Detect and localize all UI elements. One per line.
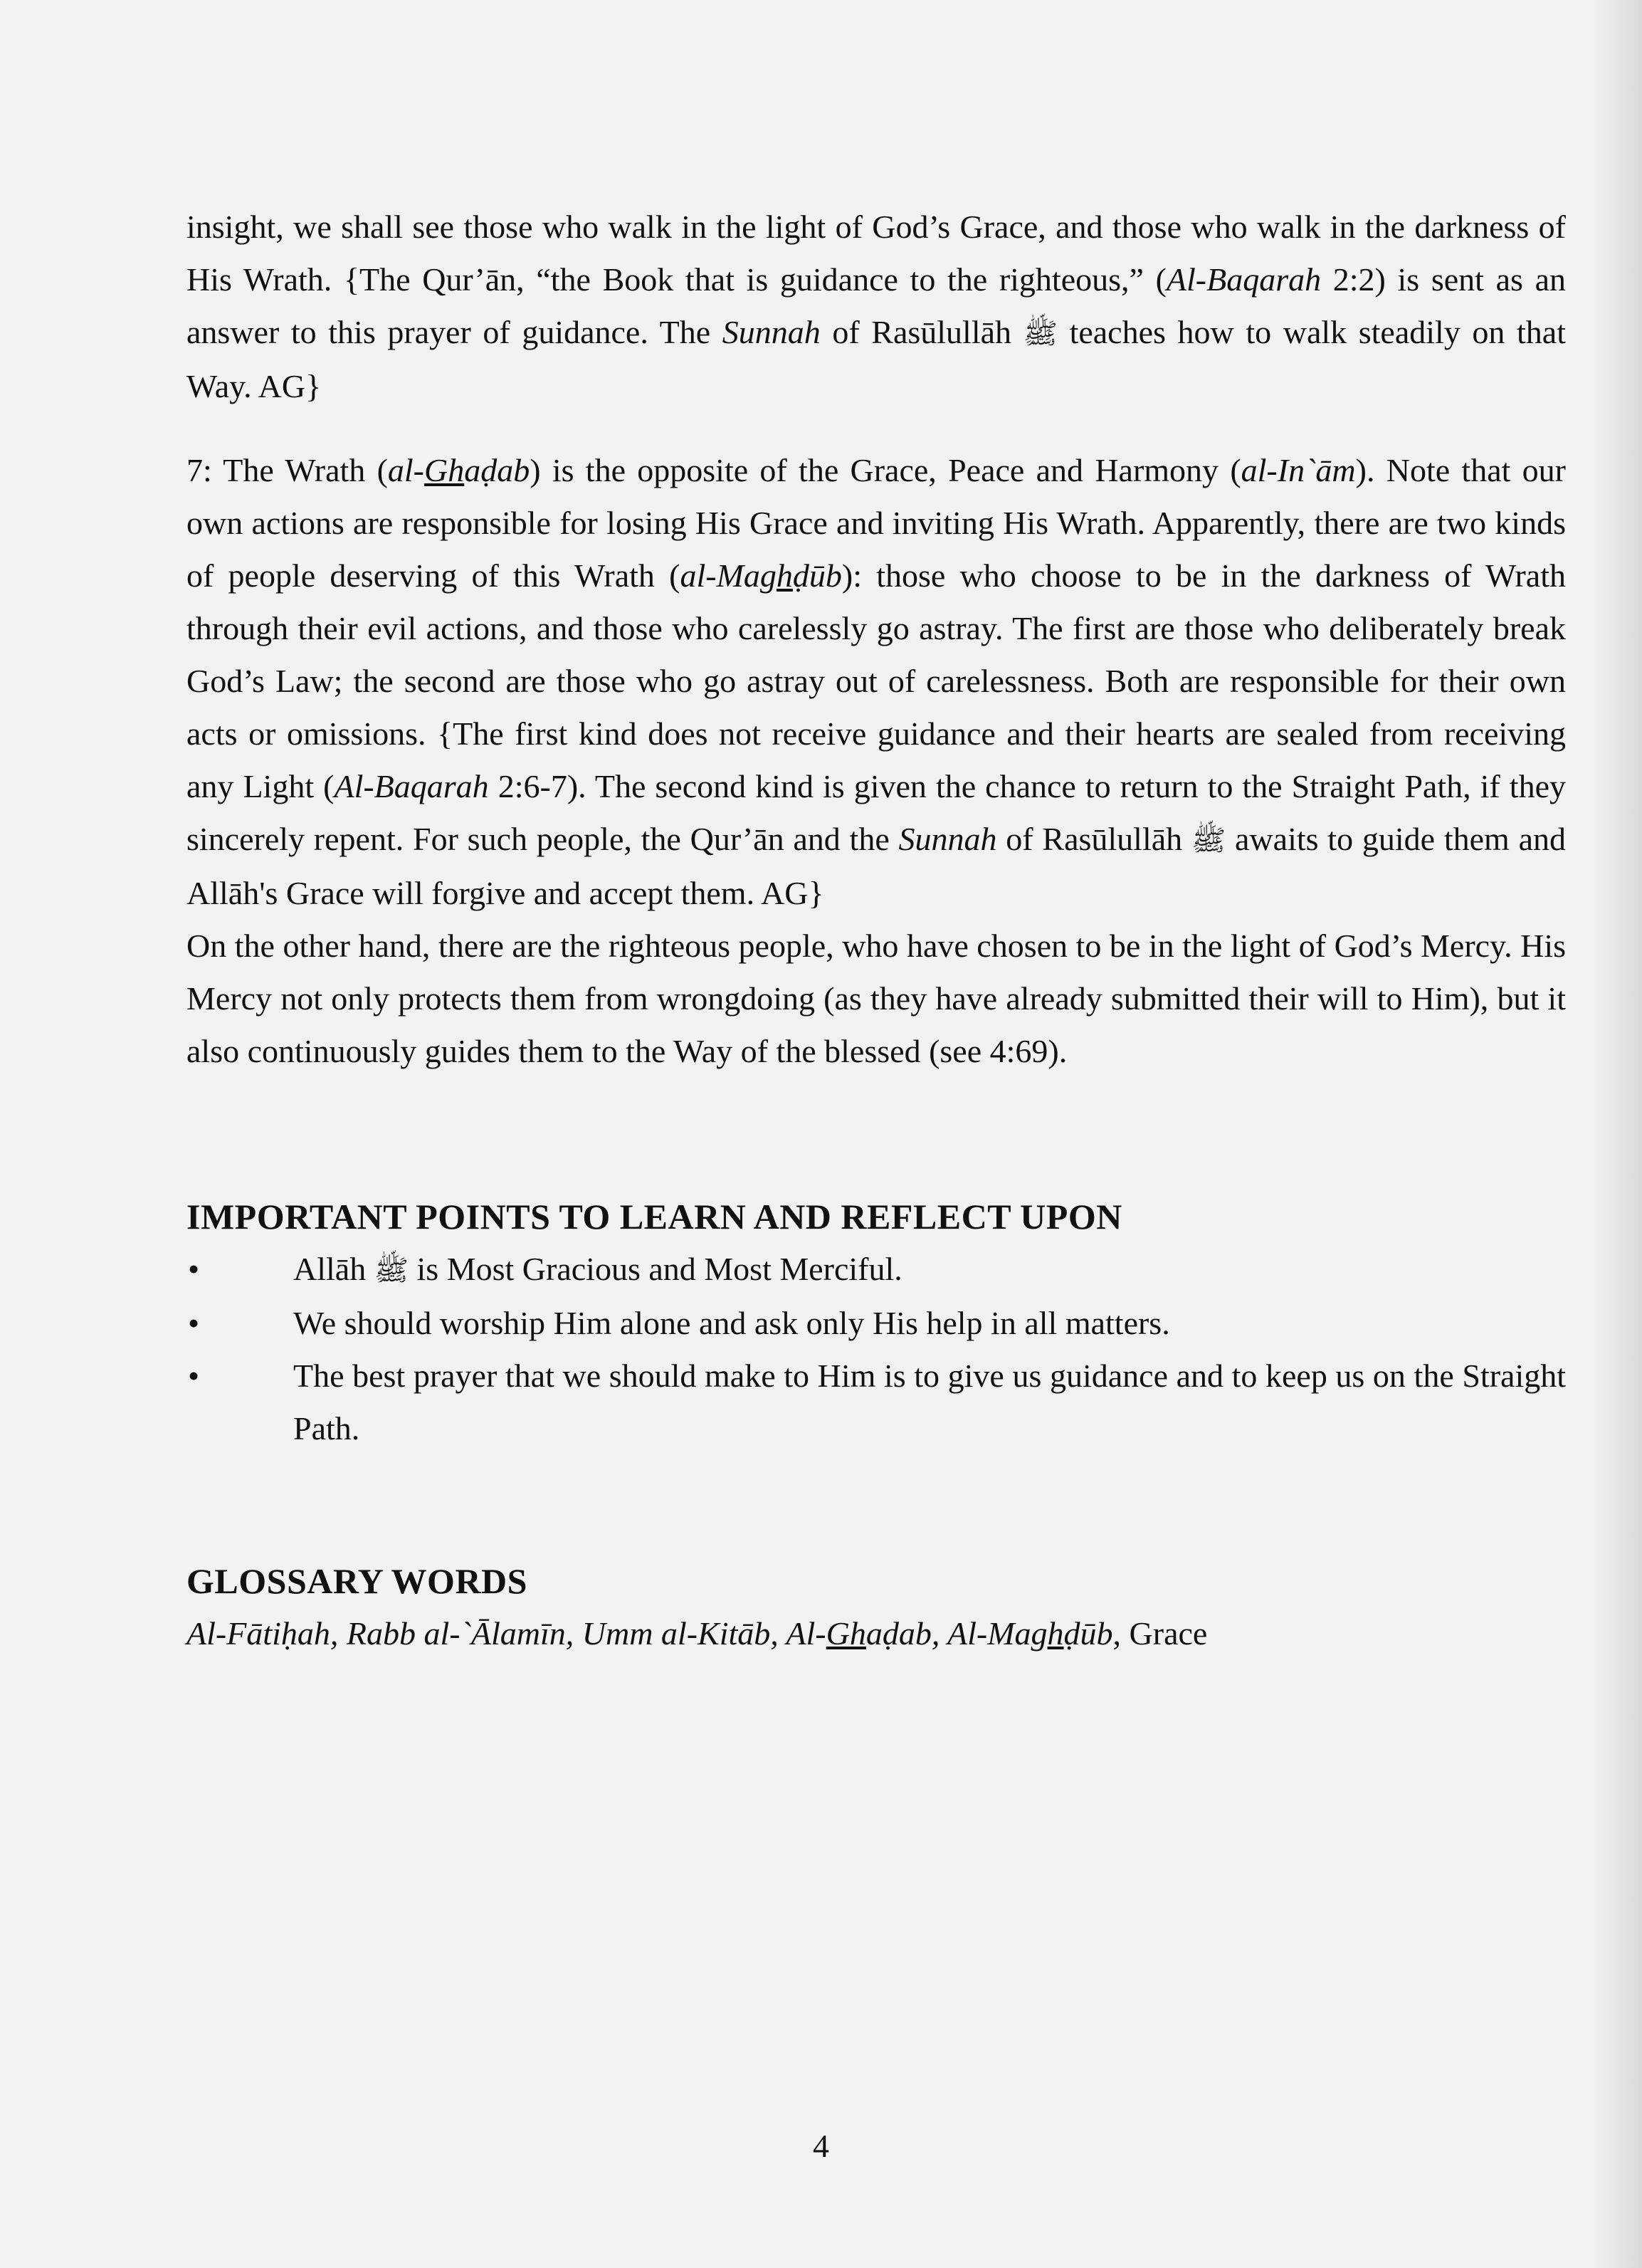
text-run: insight, we shall see those who walk in the light of God’s Grace, and those who walk in the darkness of His Wrath. {The Qur’ān, “the Book that is guidance to the righteous,” ( (186, 209, 1566, 298)
page-edge-shadow (1592, 0, 1642, 2268)
salutation-seal-icon: ﷺ (1191, 824, 1226, 857)
list-item (186, 1297, 1566, 1350)
list-item (186, 1243, 1566, 1297)
italic-reference: Al-Baqarah (334, 768, 489, 804)
glossary-terms (186, 1615, 1113, 1652)
text-run: teaches how to walk steadily on that Way. AG} (186, 314, 1567, 404)
text-run: 2:6-7). The second kind is given the chance to return to the Straight Path, if they sincerely repent. For such people, the Qur’ān and the (186, 768, 1566, 857)
text-run: is Most Gracious and Most Merciful. (409, 1251, 902, 1287)
list-item (186, 1350, 1566, 1455)
page-content (186, 201, 1566, 1660)
underlined-letters: h (776, 557, 793, 594)
text-run: aḍab (464, 452, 530, 488)
paragraph-insight (186, 201, 1566, 413)
underlined-letters: Gh (424, 452, 465, 488)
bullet-icon: • (188, 1305, 200, 1341)
bullet-icon: • (188, 1358, 200, 1394)
text-run: We should worship Him alone and ask only His help in all matters. (293, 1305, 1170, 1341)
italic-term (388, 452, 530, 488)
text-run: of Rasūlullāh (996, 821, 1191, 857)
text-run: 7: The Wrath ( (186, 452, 388, 488)
text-run: ): those who choose to be in the darkness of Wrath through their evil actions, and those who carelessly go astray. The first are those who deliberately break God’s Law; the second are those who go astray out of carelessness. Both are responsible for their own acts or omissions. {The first kind does not receive guidance and their hearts are sealed from receiving any Light ( (186, 557, 1566, 804)
underlined-letters: Gh (826, 1615, 866, 1652)
salutation-seal-icon: ﷺ (374, 1254, 409, 1287)
text-run: The best prayer that we should make to Him is to give us guidance and to keep us on the Straight Path. (293, 1358, 1566, 1447)
text-run: ḍūb (792, 557, 842, 594)
section-heading-important-points: IMPORTANT POINTS TO LEARN AND REFLECT UPON (186, 1197, 1122, 1237)
text-run: al- (387, 452, 424, 488)
text-run: aḍab, Al-Mag (865, 1615, 1048, 1652)
salutation-seal-icon: ﷺ (1023, 317, 1058, 350)
paragraph-wrath (186, 444, 1566, 920)
text-run: awaits to guide them and Allāh's Grace will forgive and accept them. AG} (186, 821, 1566, 911)
italic-term (680, 557, 841, 594)
section-heading-glossary: GLOSSARY WORDS (186, 1561, 527, 1601)
glossary-words (186, 1607, 1566, 1660)
important-points-list (186, 1243, 1566, 1455)
italic-term: Sunnah (722, 314, 821, 350)
italic-reference: Al-Baqarah (1166, 261, 1322, 298)
text-run: , Grace (1112, 1615, 1208, 1652)
text-run: Al-Fātiḥah, Rabb al-`Ālamīn, Umm al-Kitāb, Al- (186, 1615, 826, 1652)
italic-term: Sunnah (898, 821, 997, 857)
text-run: ). Note that our own actions are responsible for losing His Grace and inviting His Wrath. Apparently, there are two kinds of people deserving of this Wrath ( (186, 452, 1566, 594)
paragraph-righteous: On the other hand, there are the righteous people, who have chosen to be in the light of God’s Mercy. His Mercy not only protects them from wrongdoing (as they have already submitted their will to Him), but it also continuously guides them to the Way of the blessed (see 4:69). (186, 928, 1566, 1069)
page-number: 4 (813, 2128, 829, 2164)
text-run: 2:2) is sent as an answer to this prayer of guidance. The (186, 261, 1566, 350)
text-run: ḍūb (1063, 1615, 1113, 1652)
underlined-letters: h (1047, 1615, 1064, 1652)
text-run: al-Mag (680, 557, 777, 594)
text-run: Allāh (293, 1251, 374, 1287)
bullet-icon: • (188, 1251, 200, 1287)
italic-term: al-In`ām (1241, 452, 1356, 488)
text-run: of Rasūlullāh (820, 314, 1023, 350)
text-run: ) is the opposite of the Grace, Peace and Harmony ( (530, 452, 1241, 488)
